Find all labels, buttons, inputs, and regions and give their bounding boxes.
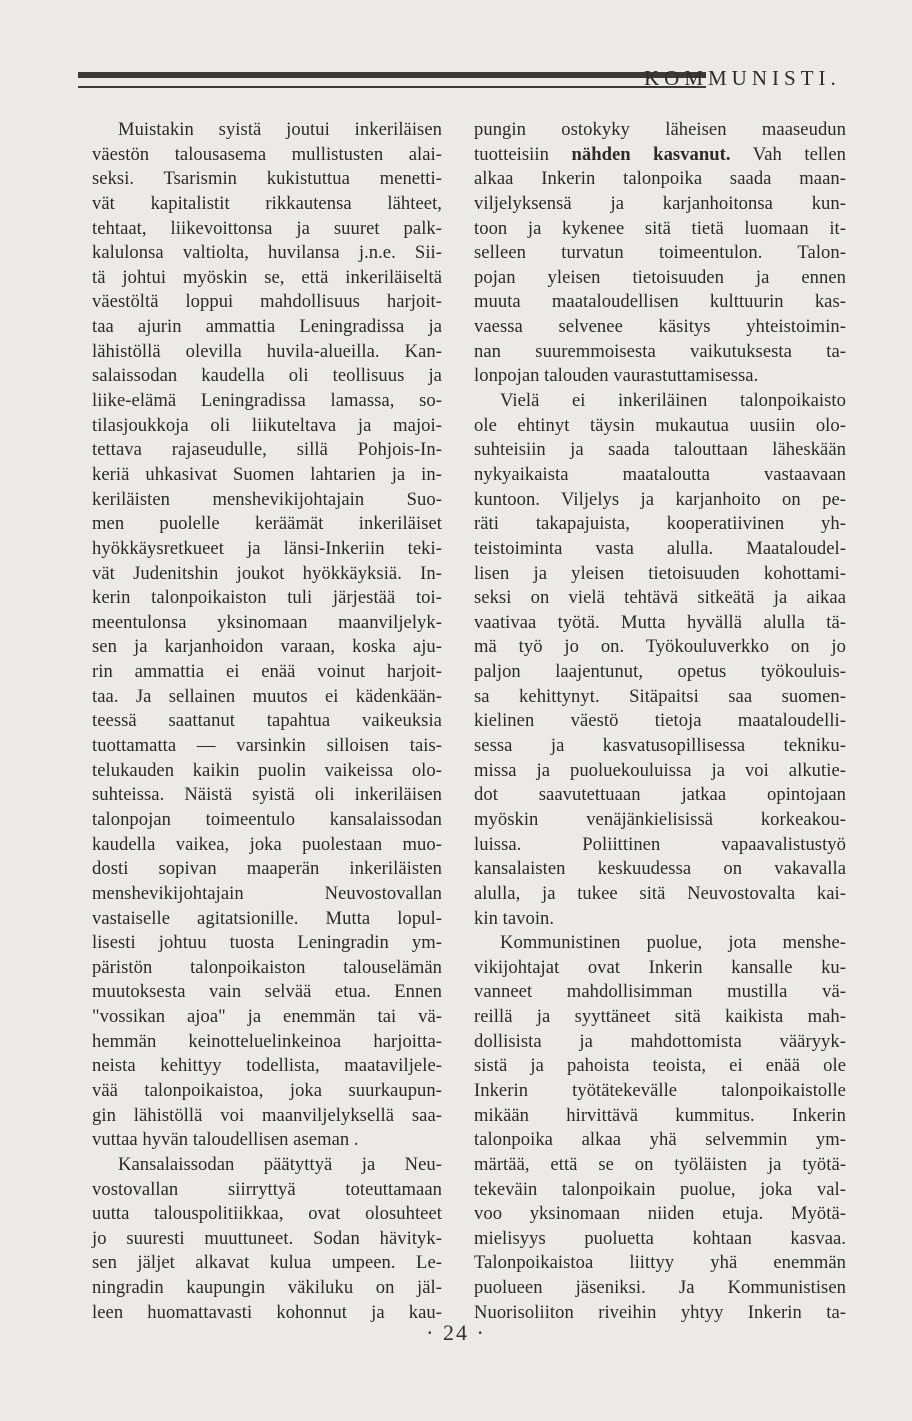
- text-line: sistä ja pahoista teoista, ei enää ole: [474, 1055, 846, 1077]
- text-line: vuttaa hyvän taloudellisen aseman .: [92, 1129, 359, 1151]
- text-line: tuotteisiin nähden kasvanut. Vah tellen: [474, 143, 846, 165]
- text-line: Nuorisoliiton riveihin yhtyy Inkerin ta-: [474, 1301, 846, 1323]
- text-line: vastaiselle agitatsionille. Mutta lopul-: [92, 907, 442, 929]
- text-line: tilasjoukkoja oli liikuteltava ja majoi-: [92, 414, 442, 436]
- text-line: vaativaa työtä. Mutta hyvällä alulla tä-: [474, 611, 846, 633]
- text-line: seksi on vielä tehtävä sitkeätä ja aikaa: [474, 587, 846, 609]
- text-line: "vossikan ajoa" ja enemmän tai vä-: [92, 1006, 442, 1028]
- text-line: jo suuresti muuttuneet. Sodan hävityk-: [92, 1227, 442, 1249]
- text-line: väestön talousasema mullistusten alai-: [92, 143, 442, 165]
- text-line: missa ja puoluekouluissa ja voi alkutie-: [474, 759, 846, 781]
- text-line: vät Judenitshin joukot hyökkäyksiä. In-: [92, 562, 442, 584]
- text-line: tettava rajaseudulle, sillä Pohjois-In-: [92, 439, 442, 461]
- text-line: rin ammattia ei enää voinut harjoit-: [92, 661, 442, 683]
- text-line: mä työ jo on. Työkouluverkko on jo: [474, 636, 846, 658]
- text-line: suhteissa. Näistä syistä oli inkeriläisen: [92, 784, 442, 806]
- text-line: märtää, että se on työläisten ja työtä-: [474, 1153, 846, 1175]
- text-line: lähistöllä olevilla huvila-alueilla. Kan-: [92, 340, 442, 362]
- text-line: gin lähistöllä voi maanviljelyksellä saa-: [92, 1104, 442, 1126]
- running-title: KOMMUNISTI.: [644, 66, 841, 90]
- text-line: reillä ja syyttäneet sitä kaikista mah-: [474, 1006, 846, 1028]
- text-line: telukauden kaikin puolin vaikeissa olo-: [92, 759, 442, 781]
- text-line: mikään hirvittävä kummitus. Inkerin: [474, 1104, 846, 1126]
- text-line: meentulonsa yksinomaan maanviljelyk-: [92, 611, 442, 633]
- text-line: keriä uhkasivat Suomen lahtarien ja in-: [92, 463, 442, 485]
- text-line: pojan yleisen tietoisuuden ja ennen: [474, 266, 846, 288]
- text-line: nykyaikaista maataloutta vastaavaan: [474, 463, 846, 485]
- text-line: kaudella vaikea, joka puolestaan muo-: [92, 833, 442, 855]
- text-line: teistoiminta vasta alulla. Maataloudel-: [474, 537, 846, 559]
- text-line: luissa. Poliittinen vapaavalistustyö: [474, 833, 846, 855]
- text-line: men puolelle keräämät inkeriläiset: [92, 513, 442, 535]
- text-line: lonpojan talouden vaurastuttamisessa.: [474, 365, 759, 387]
- text-line: Vielä ei inkeriläinen talonpoikaisto: [500, 390, 846, 412]
- text-line: räti takapajuista, kooperatiivinen yh-: [474, 513, 846, 535]
- text-line: muutoksesta vain selvää etua. Ennen: [92, 981, 442, 1003]
- left-text-column: [92, 118, 442, 1325]
- text-line: paljon laajentunut, opetus työkouluis-: [474, 661, 846, 683]
- page-number: · 24 ·: [426, 1320, 486, 1345]
- text-line: toon ja kykenee sitä tietä luomaan it-: [474, 217, 846, 239]
- text-line: kalulonsa valtiolta, huvilansa j.n.e. Sii-: [92, 242, 442, 264]
- text-line: uutta talouspolitiikkaa, ovat olosuhteet: [92, 1203, 442, 1225]
- text-line: alulla, ja tukee sitä Neuvostovalta kai-: [474, 882, 846, 904]
- text-line: Kommunistinen puolue, jota menshe-: [500, 932, 846, 954]
- text-line: sa kehittynyt. Sitäpaitsi saa suomen-: [474, 685, 846, 707]
- text-line: tuottamatta — varsinkin silloisen tais-: [92, 735, 442, 757]
- text-line: taa ajurin ammattia Leningradissa ja: [92, 316, 442, 338]
- text-line: taa. Ja sellainen muutos ei kädenkään-: [92, 685, 442, 707]
- text-line: viljelyksensä ja karjanhoitonsa kun-: [474, 192, 846, 214]
- text-line: hemmän keinotteluelinkeinoa harjoitta-: [92, 1030, 442, 1052]
- text-line: ole ehtinyt täysin mukautua uusiin olo-: [474, 414, 846, 436]
- text-line: sen ja karjanhoidon varaan, koska aju-: [92, 636, 442, 658]
- text-line: talonpoika alkaa yhä selvemmin ym-: [474, 1129, 846, 1151]
- text-line: tekeväin talonpoikain puolue, joka val-: [474, 1178, 846, 1200]
- text-line: suhteisiin ja saada talouttaan läheskään: [474, 439, 846, 461]
- text-line: nan suuremmoisesta vaikutuksesta ta-: [474, 340, 846, 362]
- text-line: dot saavutettuaan jatkaa opintojaan: [474, 784, 846, 806]
- text-line: puolueen jäseniksi. Ja Kommunistisen: [474, 1277, 846, 1299]
- text-line: dosti sopivan maaperän inkeriläisten: [92, 858, 442, 880]
- text-line: dollisista ja mahdottomista vääryyk-: [474, 1030, 846, 1052]
- header-rule-thin: [78, 86, 706, 88]
- text-line: seksi. Tsarismin kukistuttua menetti-: [92, 168, 442, 190]
- text-line: vää talonpoikaistoa, joka suurkaupun-: [92, 1079, 442, 1101]
- text-line: pungin ostokyky läheisen maaseudun: [474, 119, 846, 140]
- text-line: kin tavoin.: [474, 907, 555, 929]
- text-line: Muistakin syistä joutui inkeriläisen: [118, 119, 442, 140]
- text-line: vostovallan siirryttyä toteuttamaan: [92, 1178, 442, 1200]
- text-line: vikijohtajat ovat Inkerin kansalle ku-: [474, 956, 846, 978]
- text-line: teessä saattanut tapahtua vaikeuksia: [92, 710, 442, 732]
- text-line: liike-elämä Leningradissa lamassa, so-: [92, 390, 442, 412]
- text-line: keriläisten menshevikijohtajain Suo-: [92, 488, 442, 510]
- text-line: hyökkäysretkueet ja länsi-Inkeriin teki-: [92, 537, 442, 559]
- text-line: neista kehittyy todellista, maataviljele-: [92, 1055, 442, 1077]
- text-line: menshevikijohtajain Neuvostovallan: [92, 882, 442, 904]
- text-line: sen jäljet alkavat kulua umpeen. Le-: [92, 1252, 442, 1274]
- text-line: ningradin kaupungin väkiluku on jäl-: [92, 1277, 442, 1299]
- text-line: tehtaat, liikevoittonsa ja suuret palk-: [92, 217, 442, 239]
- text-line: Talonpoikaistoa liittyy yhä enemmän: [474, 1252, 846, 1274]
- text-line: päristön talonpoikaiston talouselämän: [92, 956, 442, 978]
- right-text-column: [474, 118, 846, 1325]
- text-line: salaissodan kaudella oli teollisuus ja: [92, 365, 442, 387]
- text-line: muuta maataloudellisen kulttuurin kas-: [474, 291, 846, 313]
- text-line: leen huomattavasti kohonnut ja kau-: [92, 1301, 442, 1323]
- running-header: [72, 66, 852, 96]
- text-line: alkaa Inkerin talonpoika saada maan-: [474, 168, 846, 190]
- text-line: kielinen väestö tietoja maataloudelli-: [474, 710, 846, 732]
- text-line: lisen ja yleisen tietoisuuden kohottami-: [474, 562, 846, 584]
- text-line: vät kapitalistit rikkautensa lähteet,: [92, 192, 442, 214]
- header-rule-thick: [78, 72, 706, 78]
- text-line: Kansalaissodan päätyttyä ja Neu-: [118, 1153, 442, 1175]
- text-line: väestöltä loppui mahdollisuus harjoit-: [92, 291, 442, 313]
- text-line: talonpojan toimeentulo kansalaissodan: [92, 808, 442, 830]
- text-line: vaessa selvenee käsitys yhteistoimin-: [474, 316, 846, 338]
- text-line: kuntoon. Viljelys ja karjanhoito on pe-: [474, 488, 846, 510]
- text-line: selleen turvatun toimeentulon. Talon-: [474, 242, 846, 264]
- text-line: vanneet mahdollisimman mustilla vä-: [474, 981, 846, 1003]
- text-line: myöskin venäjänkielisissä korkeakou-: [474, 808, 846, 830]
- text-line: sessa ja kasvatusopillisessa tekniku-: [474, 735, 846, 757]
- text-line: lisesti johtuu tuosta Leningradin ym-: [92, 932, 442, 954]
- text-line: Inkerin työtätekevälle talonpoikaistolle: [474, 1079, 846, 1101]
- text-line: kansalaisten keskuudessa on vakavalla: [474, 858, 846, 880]
- text-line: kerin talonpoikaiston tuli järjestää toi-: [92, 587, 442, 609]
- text-line: mielisyys puoluetta kohtaan kasvaa.: [474, 1227, 846, 1249]
- text-line: voo yksinomaan niiden etuja. Myötä-: [474, 1203, 846, 1225]
- text-line: tä johtui myöskin se, että inkeriläiseltä: [92, 266, 442, 288]
